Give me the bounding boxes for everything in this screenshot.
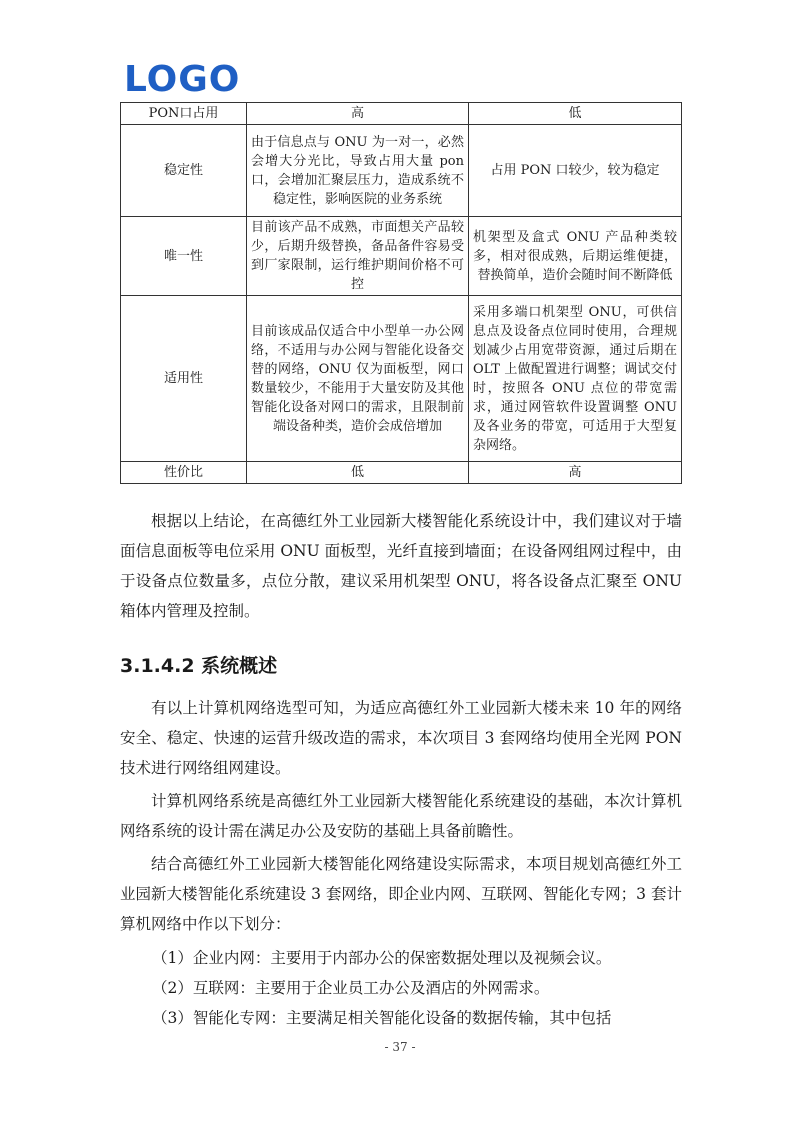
overview-paragraph-1: 有以上计算机网络选型可知，为适应高德红外工业园新大楼未来 10 年的网络安全、稳定、快速的运营升级改造的需求，本次项目 3 套网络均使用全光网 PON 技术进行网络组网建设。 <box>120 699 682 777</box>
row-label: PON口占用 <box>121 103 247 125</box>
cell-panel-type: 高 <box>247 103 469 125</box>
cell-rack-type: 采用多端口机架型 ONU，可供信息点及设备点位同时使用，合理规划减少占用宽带资源，通过后期在 OLT 上做配置进行调整；调试交付时，按照各 ONU 点位的带宽需求，通过网管软件设置调整 ONU 及各业务的带宽，可适用于大型复杂网络。 <box>469 296 682 462</box>
list-item: （3）智能化专网：主要满足相关智能化设备的数据传输，其中包括 <box>152 1009 612 1027</box>
overview-paragraph-2: 计算机网络系统是高德红外工业园新大楼智能化系统建设的基础，本次计算机网络系统的设计需在满足办公及安防的基础上具备前瞻性。 <box>120 792 682 840</box>
comparison-table <box>120 102 682 484</box>
page-number: - 37 - <box>384 1040 416 1054</box>
row-label: 适用性 <box>121 296 247 462</box>
table-row <box>121 296 682 462</box>
overview-paragraph-3: 结合高德红外工业园新大楼智能化网络建设实际需求，本项目规划高德红外工业园新大楼智能化系统建设 3 套网络，即企业内网、互联网、智能化专网；3 套计算机网络中作以下划分： <box>120 855 682 933</box>
cell-panel-type: 低 <box>247 462 469 484</box>
row-label: 稳定性 <box>121 125 247 217</box>
cell-panel-type: 由于信息点与 ONU 为一对一，必然会增大分光比，导致占用大量 pon 口，会增加汇聚层压力，造成系统不稳定性，影响医院的业务系统 <box>247 125 469 217</box>
table-row <box>121 462 682 484</box>
row-label: 唯一性 <box>121 217 247 296</box>
cell-panel-type: 目前该成品仅适合中小型单一办公网络，不适用与办公网与智能化设备交替的网络，ONU 仅为面板型，网口数量较少，不能用于大量安防及其他智能化设备对网口的需求，且限制前端设备种类，造价会成倍增加 <box>247 296 469 462</box>
cell-rack-type: 机架型及盒式 ONU 产品种类较多，相对很成熟，后期运维便捷，替换简单，造价会随时间不断降低 <box>469 217 682 296</box>
table-row <box>121 125 682 217</box>
logo: LOGO <box>124 59 241 100</box>
section-title: 3.1.4.2 系统概述 <box>120 655 278 677</box>
row-label: 性价比 <box>121 462 247 484</box>
cell-rack-type: 低 <box>469 103 682 125</box>
cell-panel-type: 目前该产品不成熟，市面想关产品较少，后期升级替换，备品备件容易受到厂家限制，运行维护期间价格不可控 <box>247 217 469 296</box>
network-list <box>152 943 682 1033</box>
cell-rack-type: 占用 PON 口较少，较为稳定 <box>469 125 682 217</box>
conclusion-paragraph: 根据以上结论，在高德红外工业园新大楼智能化系统设计中，我们建议对于墙面信息面板等电位采用 ONU 面板型，光纤直接到墙面；在设备网组网过程中，由于设备点位数量多，点位分散，建议采用机架型 ONU，将各设备点汇聚至 ONU 箱体内管理及控制。 <box>120 512 682 620</box>
list-item: （2）互联网：主要用于企业员工办公及酒店的外网需求。 <box>152 979 550 997</box>
list-item: （1）企业内网：主要用于内部办公的保密数据处理以及视频会议。 <box>152 949 612 967</box>
table-row <box>121 217 682 296</box>
cell-rack-type: 高 <box>469 462 682 484</box>
table-row <box>121 103 682 125</box>
